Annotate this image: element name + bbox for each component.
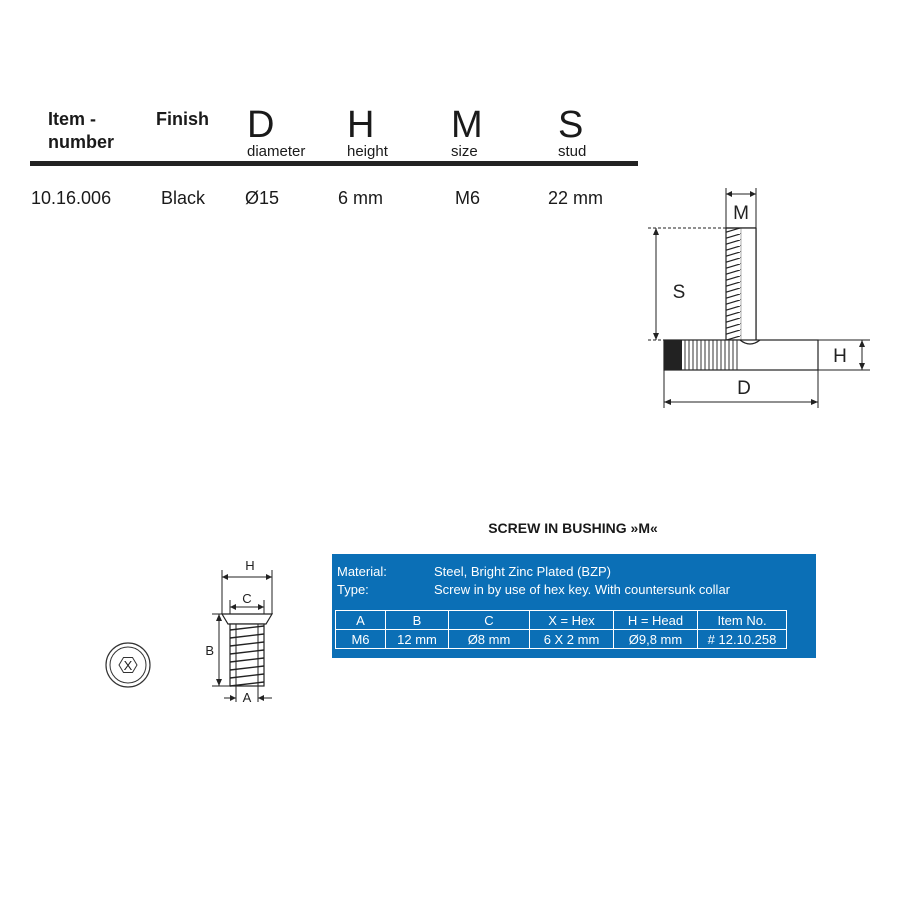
cell-item-number: 10.16.006 bbox=[31, 188, 112, 208]
cell-height: 6 mm bbox=[338, 188, 383, 208]
th-head: H = Head bbox=[614, 611, 698, 630]
dimension-m bbox=[726, 188, 756, 228]
header-rule bbox=[30, 161, 638, 166]
stud-shape bbox=[726, 228, 756, 340]
td-head: Ø9,8 mm bbox=[614, 630, 698, 649]
table-header-row bbox=[336, 611, 787, 630]
label-h: H bbox=[833, 346, 847, 367]
header-stud bbox=[558, 106, 586, 160]
dimension-a bbox=[224, 686, 272, 705]
td-hex: 6 X 2 mm bbox=[530, 630, 614, 649]
dimension-b bbox=[205, 614, 230, 686]
header-finish: Finish bbox=[156, 109, 209, 129]
header-diameter bbox=[247, 106, 305, 160]
dimension-h bbox=[818, 340, 870, 370]
dimension-d bbox=[664, 370, 818, 408]
cell-finish: Black bbox=[161, 188, 206, 208]
header-m-letter: M bbox=[451, 104, 483, 146]
header-size bbox=[451, 106, 483, 160]
header-height bbox=[347, 106, 388, 160]
th-b: B bbox=[386, 611, 449, 630]
td-item-no: # 12.10.258 bbox=[698, 630, 787, 649]
base-shape bbox=[664, 340, 818, 370]
header-d-letter: D bbox=[247, 104, 275, 146]
label-h-bushing: H bbox=[245, 558, 255, 573]
header-h-sub: height bbox=[347, 143, 388, 160]
label-m: M bbox=[733, 203, 749, 224]
leveler-diagram bbox=[620, 180, 890, 420]
header-item-line2: number bbox=[48, 132, 115, 152]
cell-size: M6 bbox=[455, 188, 481, 208]
dimension-s bbox=[648, 228, 726, 340]
label-c: C bbox=[242, 591, 252, 606]
bushing-body bbox=[222, 614, 272, 686]
header-s-sub: stud bbox=[558, 143, 587, 160]
type-value: Screw in by use of hex key. With countersunk collar bbox=[434, 582, 730, 597]
header-m-sub: size bbox=[451, 143, 478, 160]
th-c: C bbox=[449, 611, 530, 630]
table-row bbox=[336, 630, 787, 649]
hex-key-icon bbox=[106, 643, 150, 687]
th-a: A bbox=[336, 611, 386, 630]
td-c: Ø8 mm bbox=[449, 630, 530, 649]
header-h-letter: H bbox=[347, 104, 375, 146]
header-s-letter: S bbox=[558, 104, 584, 146]
bushing-spec-table bbox=[335, 610, 787, 649]
header-d-sub: diameter bbox=[247, 143, 306, 160]
dimension-c bbox=[230, 591, 264, 614]
material-label: Material: bbox=[337, 564, 387, 579]
type-label: Type: bbox=[337, 582, 369, 597]
cell-diameter: Ø15 bbox=[245, 188, 280, 208]
th-item-no: Item No. bbox=[698, 611, 787, 630]
label-x: X bbox=[123, 658, 133, 673]
header-item-line1: Item - bbox=[48, 109, 97, 129]
label-b: B bbox=[205, 643, 214, 658]
bushing-title: SCREW IN BUSHING »M« bbox=[488, 520, 658, 536]
header-item-number bbox=[48, 108, 114, 154]
material-value: Steel, Bright Zinc Plated (BZP) bbox=[434, 564, 612, 579]
td-b: 12 mm bbox=[386, 630, 449, 649]
label-s: S bbox=[672, 282, 686, 303]
cell-stud: 22 mm bbox=[548, 188, 604, 208]
td-a: M6 bbox=[336, 630, 386, 649]
label-d: D bbox=[737, 378, 751, 399]
bushing-diagram bbox=[100, 550, 290, 710]
label-a: A bbox=[242, 690, 252, 705]
th-hex: X = Hex bbox=[530, 611, 614, 630]
